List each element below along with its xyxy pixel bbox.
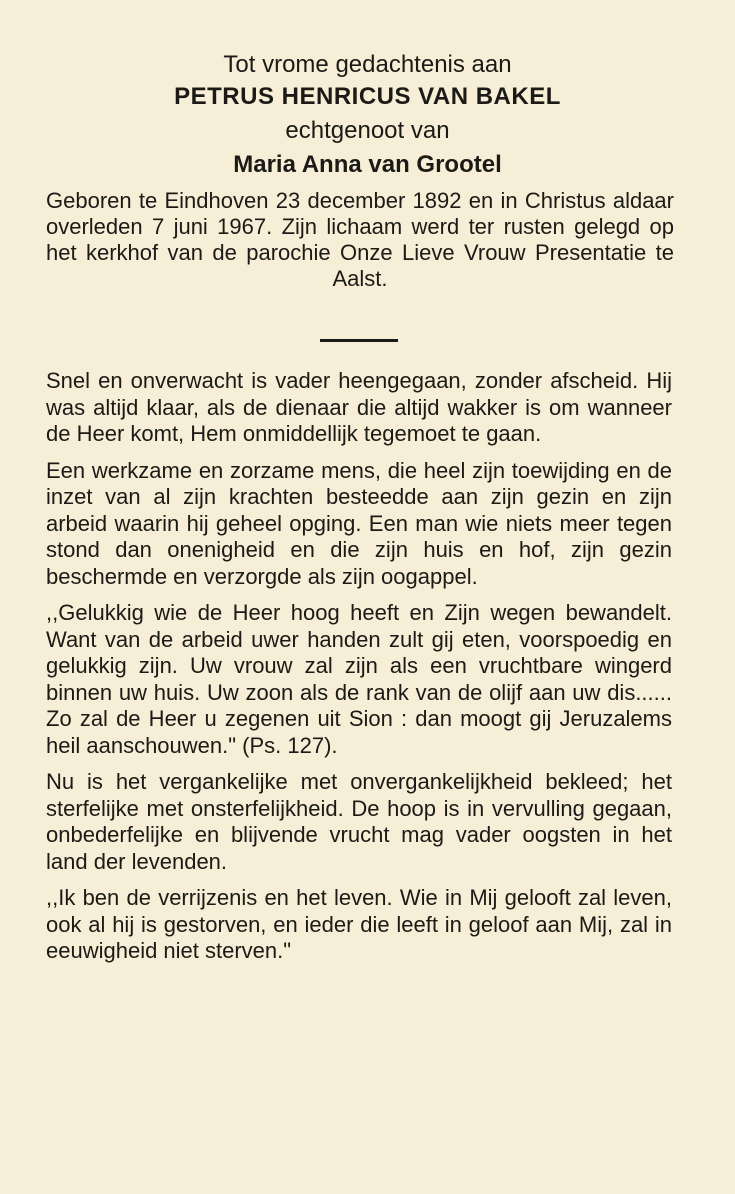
dedication-line: Tot vrome gedachtenis aan xyxy=(223,51,512,78)
birth-death-details: Geboren te Eindhoven 23 december 1892 en in Christus aldaar overleden 7 juni 1967. Zijn lichaam werd ter rusten gelegd op het kerkhof van de parochie Onze Lieve Vrouw Presentatie te Aalst. xyxy=(46,188,674,291)
card-body xyxy=(46,368,672,975)
spouse-label: echtgenoot van xyxy=(285,117,450,144)
paragraph: Snel en onverwacht is vader heengegaan, zonder afscheid. Hij was altijd klaar, als de dienaar die altijd wakker is om wanneer de Heer komt, Hem onmiddellijk tegemoet te gaan. xyxy=(46,368,672,446)
divider-line xyxy=(320,339,398,342)
deceased-name: PETRUS HENRICUS VAN BAKEL xyxy=(174,83,561,110)
paragraph: ,,Ik ben de verrijzenis en het leven. Wie in Mij gelooft zal leven, ook al hij is gestorven, en ieder die leeft in geloof aan Mij, zal in eeuwigheid niet sterven." xyxy=(46,885,672,963)
card-header xyxy=(0,50,735,182)
paragraph: Een werkzame en zorzame mens, die heel zijn toewijding en de inzet van al zijn krachten besteedde aan zijn gezin en zijn arbeid waarin hij geheel opging. Een man wie niets meer tegen stond dan onenigheid en die zijn huis en hof, zijn gezin beschermde en verzorgde als zijn oogappel. xyxy=(46,457,672,589)
paragraph: ,,Gelukkig wie de Heer hoog heeft en Zijn wegen bewandelt. Want van de arbeid uwer handen zult gij eten, voorspoedig en gelukkig zijn. Uw vrouw zal zijn als een vruchtbare wingerd binnen uw huis. Uw zoon als de rank van de olijf aan uw dis...... Zo zal de Heer u zegenen uit Sion : dan moogt gij Jeruzalems heil aanschouwen." (Ps. 127). xyxy=(46,600,672,758)
spouse-name: Maria Anna van Grootel xyxy=(233,151,502,178)
paragraph: Nu is het vergankelijke met onvergankelijkheid bekleed; het sterfelijke met onsterfelijkheid. De hoop is in vervulling gegaan, onbederfelijke en blijvende vrucht mag vader oogsten in het land der levenden. xyxy=(46,769,672,874)
